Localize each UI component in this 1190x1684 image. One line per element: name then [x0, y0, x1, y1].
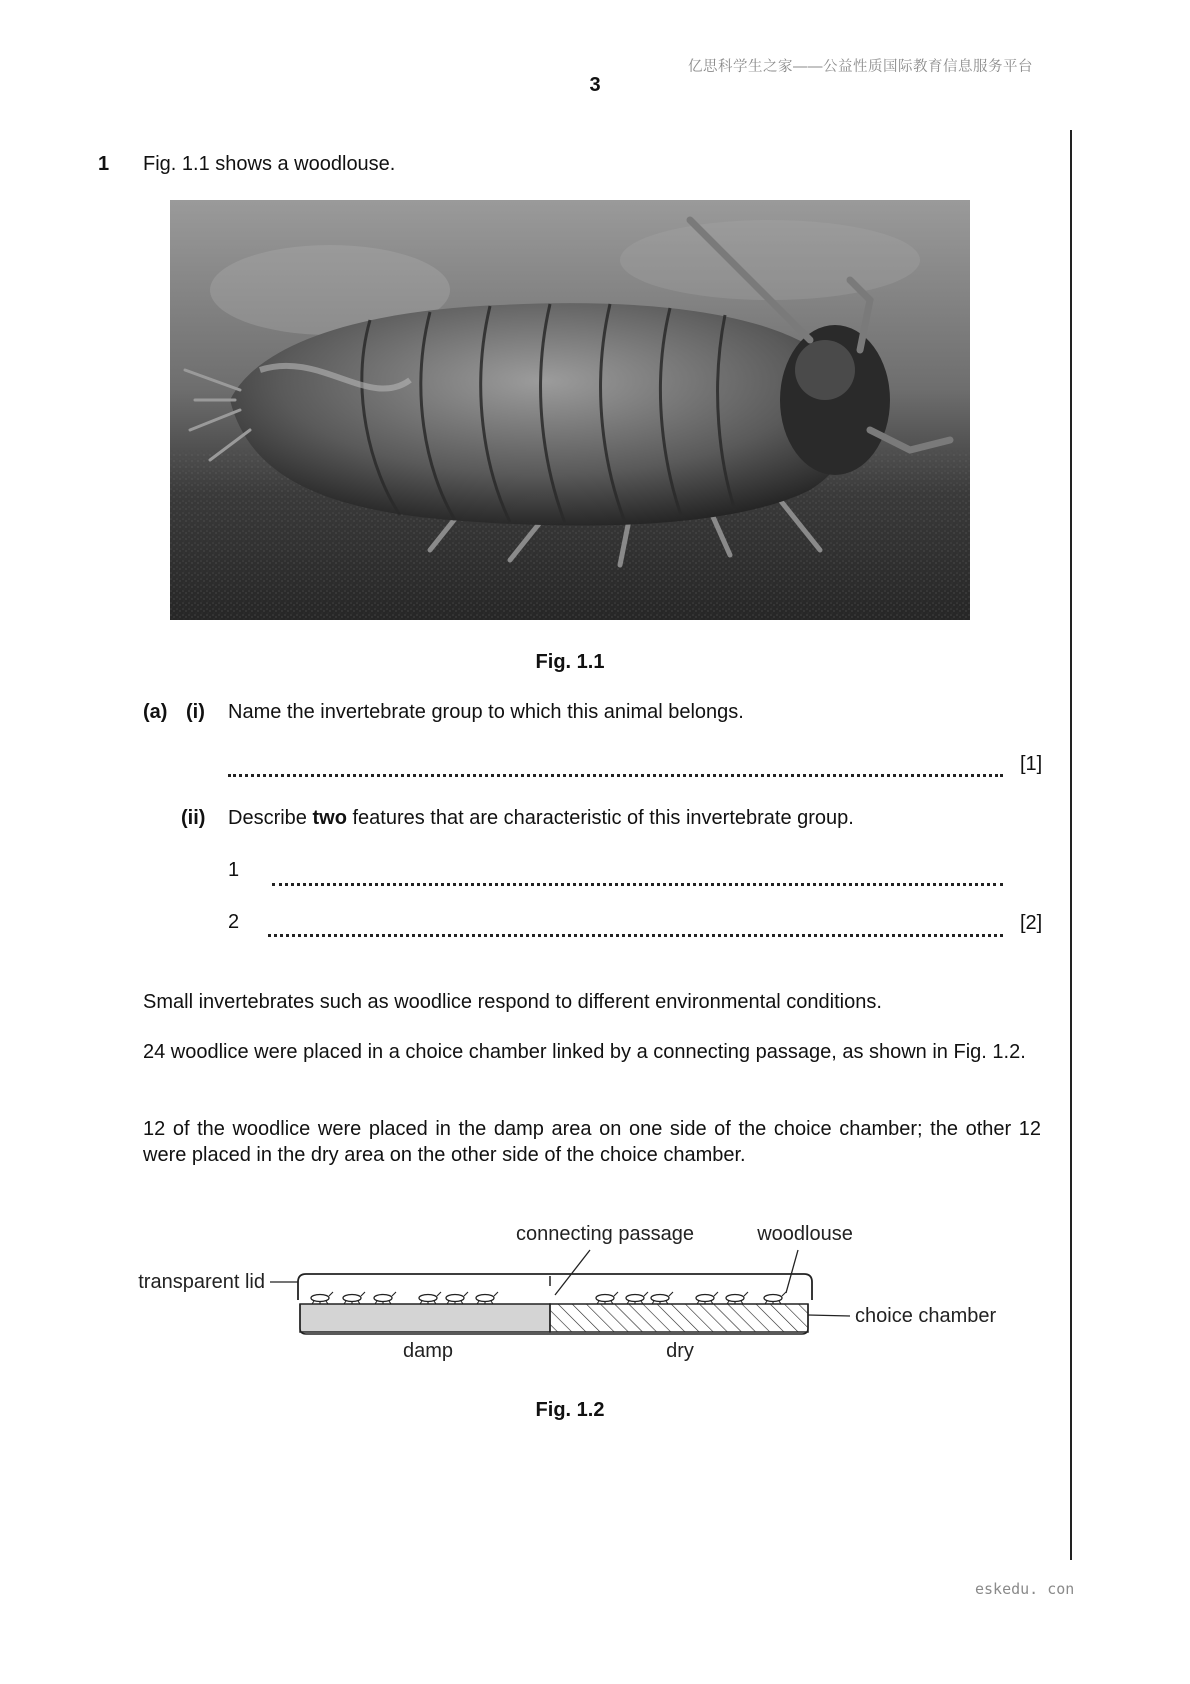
paragraph-3: 12 of the woodlice were placed in the damp area on one side of the choice chamber; the other 12 were placed in the dry area on the other side of the choice chamber. [143, 1118, 1041, 1166]
part-ii-marks: [2] [1020, 912, 1043, 934]
label-connecting-passage: connecting passage [516, 1223, 694, 1245]
fig1-caption: Fig. 1.1 [535, 651, 605, 673]
label-woodlouse: woodlouse [757, 1223, 853, 1245]
label-dry: dry [666, 1340, 694, 1362]
label-transparent-lid: transparent lid [138, 1271, 265, 1293]
paragraph-2: 24 woodlice were placed in a choice chamber linked by a connecting passage, as shown in Fig. 1.2. [143, 1041, 1026, 1063]
part-ii-label: (ii) [181, 807, 206, 829]
header-watermark: 亿思科学生之家——公益性质国际教育信息服务平台 [688, 59, 1033, 75]
woodlouse-photo [170, 200, 970, 620]
question-intro: Fig. 1.1 shows a woodlouse. [143, 153, 396, 175]
part-a-label: (a) [143, 701, 168, 723]
page-number: 3 [589, 74, 601, 96]
part-i-label: (i) [186, 701, 205, 723]
answer-line-ii-1[interactable] [272, 883, 1003, 886]
fig2-caption: Fig. 1.2 [535, 1399, 605, 1421]
question-number: 1 [98, 153, 110, 175]
answer-line-2-number: 2 [228, 911, 240, 933]
paragraph-1: Small invertebrates such as woodlice respond to different environmental conditions. [143, 991, 882, 1013]
label-choice-chamber: choice chamber [855, 1305, 997, 1327]
part-ii-text-bold: two [312, 807, 347, 829]
part-ii-text-after: features that are characteristic of this invertebrate group. [346, 807, 854, 829]
part-i-question: Name the invertebrate group to which this animal belongs. [228, 701, 744, 723]
part-i-marks: [1] [1020, 753, 1043, 775]
label-damp: damp [402, 1340, 454, 1362]
answer-line-1-number: 1 [228, 859, 240, 881]
part-ii-text-before: Describe [228, 807, 313, 829]
margin-line [1070, 130, 1072, 1560]
answer-line-i[interactable] [228, 774, 1003, 777]
answer-line-ii-2[interactable] [268, 934, 1003, 937]
part-ii-question [228, 806, 854, 831]
choice-chamber-diagram [110, 1210, 1050, 1380]
footer-site: eskedu. con [975, 1580, 1075, 1598]
